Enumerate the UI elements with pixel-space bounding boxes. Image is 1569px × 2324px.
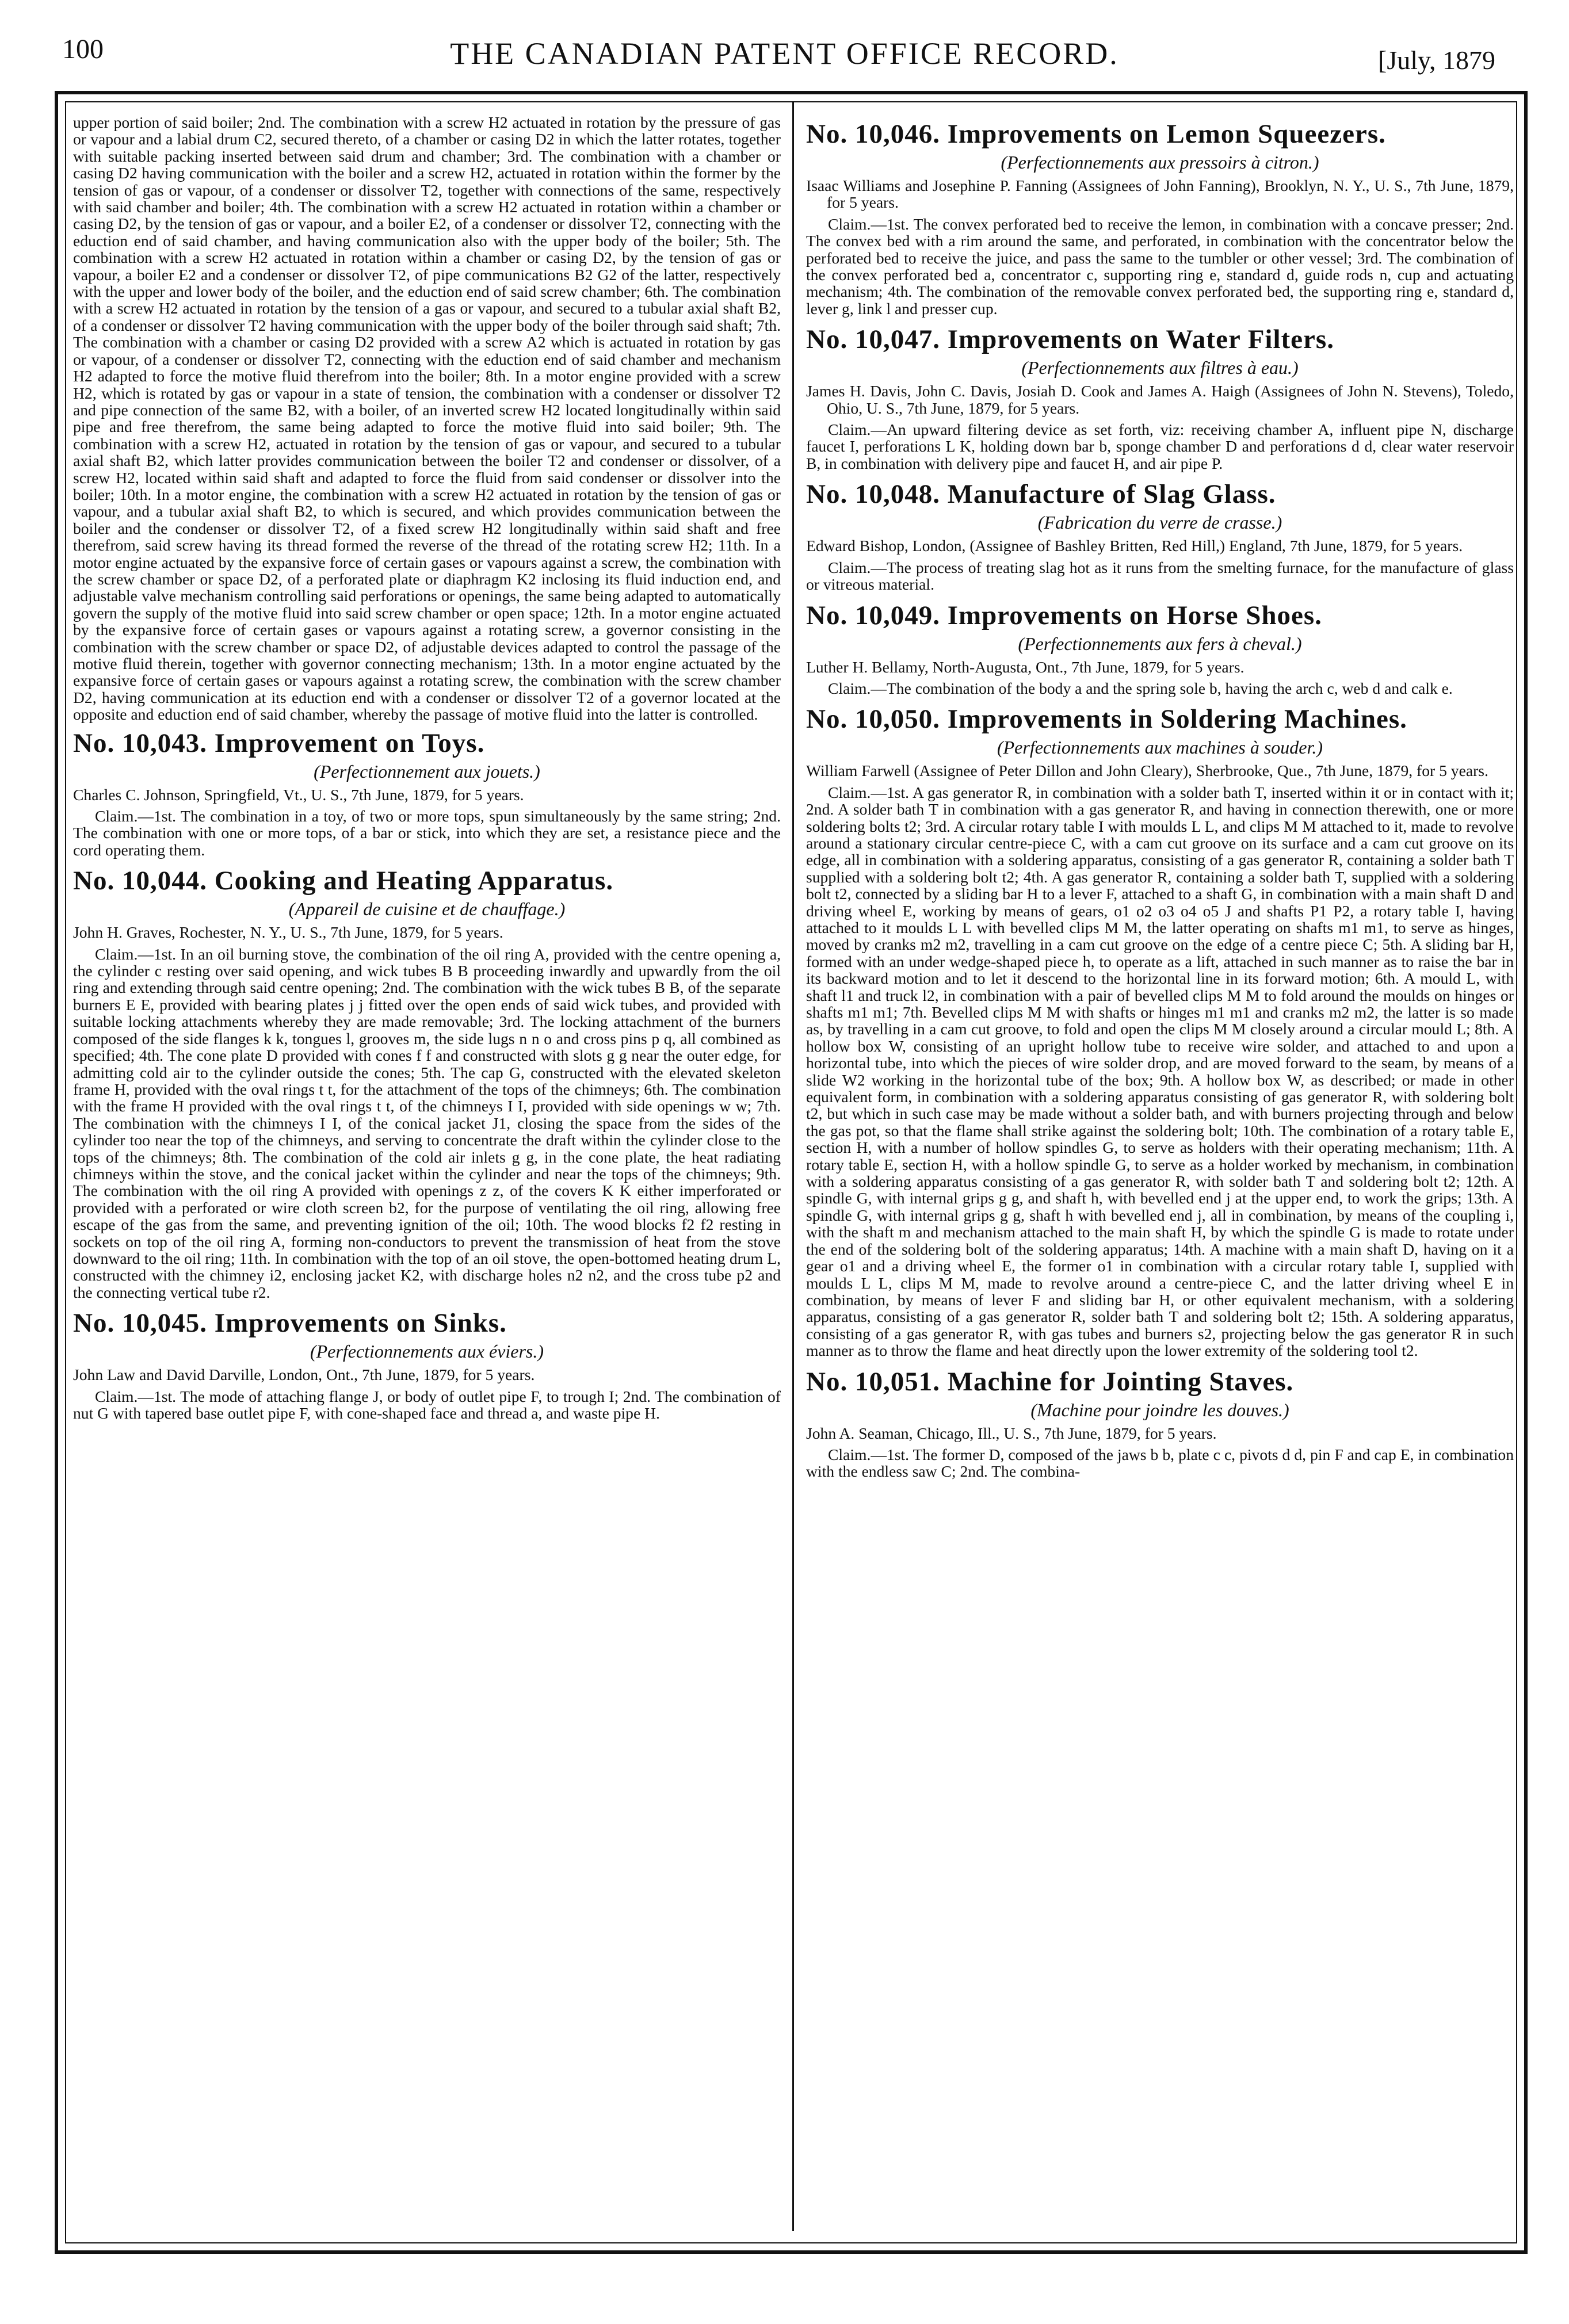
continued-claim-text: upper portion of said boiler; 2nd. The combination with a screw H2 actuated in rotation by the pressure of gas or vapour and a labial drum C2, secured thereto, of a chamber or casing D2 in which the latter rotates, together with suitable packing inserted between said drum and chamber; 3rd. The combination with a chamber or casing D2 having communication with the boiler and a screw H2, actuated in rotation within the former by the tension of gas or vapour, of a condenser or dissolver T2, together with connections of the same, respectively with said chamber and boiler; 4th. The combination with a screw H2 actuated in rotation within a chamber or casing D2, by the tension of gas or vapour, and a boiler E2, of a condenser or dissolver T2, connecting with the eduction end of said chamber, and having communication also with the upper body of the boiler; 5th. The combination with a screw H2 actuated in rotation within a chamber or casing D2, by the tension of gas or vapour, a boiler E2 and a condenser or dissolver T2, of pipe communications B2 G2 of the latter, respectively with the upper and lower body of the boiler, and the eduction end of said screw chamber; 6th. The combination with a screw H2 actuated in rotation by the tension of a gas or vapour, and secured to a tubular axial shaft B2, of a condenser or dissolver T2 having communication with the upper body of the boiler through said shaft; 7th. The combination with a chamber or casing D2 provided with a screw A2 which is actuated in rotation by gas or vapour, of a condenser or dissolver T2, connecting with the eduction end of said chamber and mechanism H2 adapted to force the motive fluid therefrom into the boiler; 8th. In a motor engine provided with a screw H2, which is rotated by gas or vapour in a state of tension, the combination with a condenser or dissolver T2 and pipe connection of the same B2, with a boiler, of an inverted screw H2 located longitudinally within said pipe and free therefrom, the same being adapted to force the motive fluid into said boiler; 9th. The combination with a screw H2, actuated in rotation by the tension of gas or vapour, and secured to a tubular axial shaft B2, which latter provides communication between the boiler T2 and condenser or dissolver, of a screw H2, located within said shaft and adapted to force the fluid from said condenser or dissolver into the boiler; 10th. In a motor engine, the combination with a screw H2 actuated in rotation by the tension of gas or vapour, and a tubular axial shaft B2, to which is secured, and which provides communication between the boiler and the condenser or dissolver T2, of a fixed screw H2 longitudinally within said shaft and free therefrom, said screw having its thread formed the reverse of the thread of the rotating screw H2; 11th. In a motor engine actuated by the expansive force of certain gases or vapours against a screw, the combination with the screw chamber or space D2, of a perforated plate or diaphragm K2 inclosing its fluid induction end, and adjustable valve mechanism controlling said perforations or openings, the same being adapted to automatically govern the supply of the motive fluid into said screw chamber or open space; 12th. In a motor engine actuated by the expansive force of certain gases or vapours against a rotating screw, a governor consisting in the combination with the screw chamber or space D2, of adjustable devices adapted to control the passage of the motive fluid therein, together with governor connecting mechanism; 13th. In a motor engine actuated by the expansive force of certain gases or vapours against a rotating screw, the combination with the screw chamber D2, having communication at its eduction end with a condenser or dissolver T2 of a governor located at the opposite and eduction end of said chamber, whereby the passage of motive fluid into the latter is controlled. (73, 114, 781, 724)
entry-subtitle: (Fabrication du verre de crasse.) (1037, 512, 1282, 533)
entry-title: No. 10,050. Improvements in Soldering Machines. (806, 704, 1407, 735)
entry-applicant: John Law and David Darville, London, Ont., 7th June, 1879, for 5 years. (73, 1366, 535, 1384)
patent-entry-10047 (806, 324, 1514, 472)
entry-claim: Claim.—1st. In an oil burning stove, the combination of the oil ring A, provided with the centre opening a, the cylinder c resting over said opening, and wick tubes B B proceeding inwardly and upwardly from the oil ring and extending through said centre opening; 2nd. The combination with the wick tubes B B, of the separate burners E E, provided with bearing plates j j fitted over the open ends of said wick tubes, and provided with suitable locking attachments whereby they are made removable; 3rd. The locking attachment of the burners composed of the side flanges k k, tongues l, grooves m, the side lugs n n o and cross pins p q, all combined as specified; 4th. The cone plate D provided with cones f f and constructed with slots g g near the outer edge, for admitting cold air to the cylinder outside the cones; 5th. The cap G, constructed with the elevated skeleton frame H, provided with the oval rings t t, for the attachment of the tops of the chimneys; 6th. The combination with the frame H provided with the oval rings t t, of the chimneys I I, provided with side openings w w; 7th. The combination with the chimneys I I, of the conical jacket J1, closing the space from the sides of the cylinder too near the top of the chimneys, and serving to concentrate the draft within the cylinder close to the tops of the chimneys; 8th. The combination of the cold air inlets g g, in the cone plate, the heat radiating chimneys within the stove, and the conical jacket within the cylinder and near the tops of the chimneys; 9th. The combination with the oil ring A provided with openings z z, of the covers K K either imperforated or provided with a perforated or wire cloth screen b2, for the purpose of ventilating the oil ring, allowing free escape of the gas from the same, and preventing ignition of the oil; 10th. The wood blocks f2 f2 resting in sockets on top of the oil ring A, forming non-conductors to prevent the transmission of heat from the stove downward to the oil ring; 11th. In combination with the top of an oil stove, the open-bottomed heating drum L, constructed with the chimney i2, enclosing jacket K2, with discharge holes n2 n2, and the cross tube p2 and the connecting vertical tube r2. (73, 945, 781, 1301)
entry-title: No. 10,044. Cooking and Heating Apparatus. (73, 866, 614, 896)
entry-claim: Claim.—1st. The mode of attaching flange J, or body of outlet pipe F, to trough I; 2nd. The combination of nut G with tapered base outlet pipe F, with cone-shaped face and thread a, and waste pipe H. (73, 1387, 781, 1422)
patent-entry-10046 (806, 119, 1514, 317)
entry-applicant: Edward Bishop, London, (Assignee of Bashley Britten, Red Hill,) England, 7th June, 1879, for 5 years. (806, 537, 1463, 555)
left-column (73, 114, 781, 2219)
right-column (806, 114, 1514, 2219)
entry-applicant: Luther H. Bellamy, North-Augusta, Ont., 7th June, 1879, for 5 years. (806, 658, 1244, 676)
page-header (0, 28, 1569, 79)
patent-entry-10051 (806, 1366, 1514, 1480)
entry-applicant: John H. Graves, Rochester, N. Y., U. S., 7th June, 1879, for 5 years. (73, 923, 503, 942)
column-divider (792, 102, 794, 2231)
entry-subtitle: (Machine pour joindre les douves.) (1030, 1399, 1289, 1420)
entry-claim: Claim.—1st. The combination in a toy, of two or more tops, spun simultaneously by the same string; 2nd. The combination with one or more tops, of a bar or stick, into which they are set, a resistance piece and the cord operating them. (73, 807, 781, 859)
entry-claim: Claim.—1st. The former D, composed of the jaws b b, plate c c, pivots d d, pin F and cap E, in combination with the endless saw C; 2nd. The combina- (806, 1445, 1514, 1481)
publication-title: THE CANADIAN PATENT OFFICE RECORD. (450, 36, 1119, 71)
entry-subtitle: (Perfectionnements aux fers à cheval.) (1018, 633, 1302, 654)
entry-subtitle: (Perfectionnements aux machines à souder.) (997, 737, 1323, 758)
entry-applicant: Isaac Williams and Josephine P. Fanning (Assignees of John Fanning), Brooklyn, N. Y., U. S., 7th June, 1879, for 5 years. (806, 177, 1514, 212)
patent-entry-10049 (806, 600, 1514, 697)
patent-entry-10050 (806, 704, 1514, 1359)
entry-title: No. 10,045. Improvements on Sinks. (73, 1308, 507, 1339)
entry-claim: Claim.—An upward filtering device as set forth, viz: receiving chamber A, influent pipe N, discharge faucet I, perforations L K, holding down bar b, sponge chamber D and perforations d d, clear water reservoir B, in combination with delivery pipe and faucet H, and air pipe P. (806, 421, 1514, 472)
patent-entry-10043 (73, 728, 781, 859)
entry-title: No. 10,043. Improvement on Toys. (73, 728, 485, 758)
entry-applicant: John A. Seaman, Chicago, Ill., U. S., 7th June, 1879, for 5 years. (806, 1424, 1217, 1442)
entry-subtitle: (Perfectionnement aux jouets.) (314, 760, 540, 782)
entry-claim: Claim.—The combination of the body a and the spring sole b, having the arch c, web d and calk e. (828, 679, 1453, 697)
entry-title: No. 10,047. Improvements on Water Filters. (806, 324, 1334, 355)
entry-claim: Claim.—1st. A gas generator R, in combination with a solder bath T, inserted within it or in contact with it; 2nd. A solder bath T in combination with a gas generator R, and having in connection therewith, one or more soldering bolts t2; 3rd. A circular rotary table I with moulds L L, and clips M M attached to it, made to revolve around a stationary circular centre-piece C, with a cam cut groove on its surface and a cam cut groove on its edge, all in combination with a soldering apparatus, consisting of a gas generator R, containing a solder bath T supplied with a soldering bolt t2; 4th. A gas generator R, containing a solder bath T, supplied with a soldering bolt t2, connected by a sliding bar H to a lever F, attached to a shaft G, in combination with a main shaft D and driving wheel E, working by means of gears, o1 o2 o3 o4 o5 J and shafts P1 P2, a rotary table I, having attached to it moulds L L with bevelled clips M M, the latter operating on shafts m1 m1, to serve as hinges, moved by cranks m2 m2, travelling in a cam cut groove on the edge of a centre piece C; 5th. A sliding bar H, formed with an under wedge-shaped piece h, to operate as a lift, attached in such manner as to raise the bar in its backward motion and to let it descend to the horizontal line in its forward motion; 6th. A mould L, with shaft l1 and truck l2, in combination with a pair of bevelled clips M M to fold around the moulds on hinges or shafts m1 m1; 7th. Bevelled clips M M with shafts or hinges m1 m1 and cranks m2 m2, the latter is so made as, by travelling in a cam cut groove, to fold and open the clips M M closely around a circular mould L; 8th. A hollow box W, consisting of an upright hollow tube to receive wire solder, and attached to and upon a horizontal tube, into which the pieces of wire solder drop, and are moved forward to the seam, by means of a slide W2 working in the horizontal tube of the box; 9th. A hollow box W, as described; or made in other equivalent form, in combination with a soldering apparatus consisting of gas generator R, with soldering bolt t2, but which in such case may be made without a solder bath, and with burners projecting through and below the gas pot, so that the flame shall strike against the soldering bolt; 10th. The combination of a rotary table E, section H, with a number of hollow spindles G, to serve as holders with their operating mechanism; 11th. A rotary table E, section H, with a hollow spindle G, to serve as a holder worked by mechanism, in combination with a soldering apparatus consisting of a gas generator R, with solder bath T and soldering bolt t2; 12th. A spindle G, with internal grips g g, and shaft h, with bevelled end j at the upper end, to work the grips; 13th. A spindle G, with internal grips g g, shaft h with bevelled end j, all in combination, by means of the coupling i, with the shaft m and mechanism attached to the main shaft H, by which the spindle G is made to rotate under the end of the soldering bolt of the soldering apparatus; 14th. A machine with a main shaft D, having on it a gear o1 and a driving wheel E, the former o1 in combination with a circular rotary table I, supplied with moulds L L, clips M M, made to revolve around a centre-piece C, and the latter driving wheel E in combination, by means of lever F and sliding bar H, or other equivalent mechanism, with a soldering apparatus, consisting of a gas generator R, solder bath T and soldering bolt t2; 15th. A soldering apparatus, consisting of a gas generator R, with gas tubes and burners s2, projecting below the gas generator R in such manner as to throw the flame and heat directly upon the lower extremity of the soldering tool t2. (806, 783, 1514, 1360)
issue-date: [July, 1879 (1378, 45, 1496, 75)
entry-claim: Claim.—The process of treating slag hot as it runs from the smelting furnace, for the manufacture of glass or vitreous material. (806, 558, 1514, 594)
entry-subtitle: (Perfectionnements aux éviers.) (310, 1341, 544, 1362)
page-frame (55, 91, 1528, 2254)
entry-applicant: Charles C. Johnson, Springfield, Vt., U. S., 7th June, 1879, for 5 years. (73, 785, 524, 804)
entry-title: No. 10,051. Machine for Jointing Staves. (806, 1366, 1294, 1397)
entry-claim: Claim.—1st. The convex perforated bed to receive the lemon, in combination with a concave presser; 2nd. The convex bed with a rim around the same, and perforated, in combination with the concentrator below the perforated bed to receive the juice, and pass the same to the tumbler or other vessel; 3rd. The combination of the convex perforated bed a, concentrator c, supporting ring e, standard d, guide rods n, cup and actuating mechanism; 4th. The combination of the removable convex perforated bed, the supporting ring e, standard d, lever g, link l and presser cup. (806, 215, 1514, 318)
entry-subtitle: (Perfectionnements aux pressoirs à citron.) (1001, 152, 1319, 173)
entry-subtitle: (Perfectionnements aux filtres à eau.) (1021, 357, 1299, 379)
patent-entry-10048 (806, 479, 1514, 593)
page-number: 100 (62, 34, 104, 64)
entry-applicant: James H. Davis, John C. Davis, Josiah D. Cook and James A. Haigh (Assignees of John N. Stevens), Toledo, Ohio, U. S., 7th June, 1879, for 5 years. (806, 382, 1514, 417)
entry-applicant: William Farwell (Assignee of Peter Dillon and John Cleary), Sherbrooke, Que., 7th June, 1879, for 5 years. (806, 762, 1488, 780)
entry-title: No. 10,049. Improvements on Horse Shoes. (806, 600, 1322, 630)
entry-subtitle: (Appareil de cuisine et de chauffage.) (288, 899, 566, 920)
patent-entry-10044 (73, 865, 781, 1301)
entry-title: No. 10,048. Manufacture of Slag Glass. (806, 479, 1276, 510)
entry-title: No. 10,046. Improvements on Lemon Squeezers. (806, 119, 1386, 149)
patent-entry-10045 (73, 1308, 781, 1421)
